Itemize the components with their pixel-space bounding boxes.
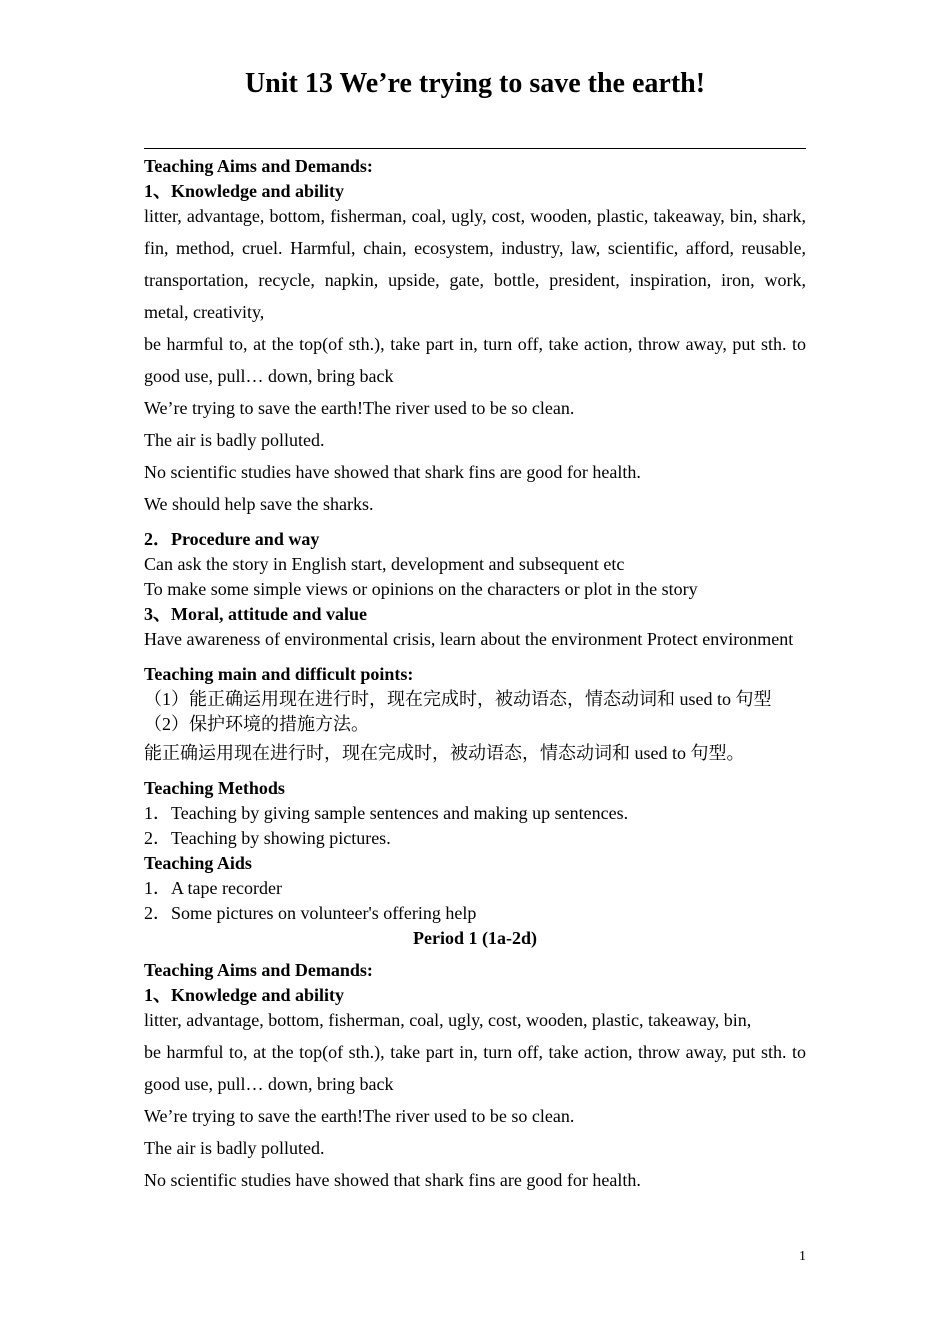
procedure-line-1: Can ask the story in English start, development and subsequent etc [144,554,625,574]
sentence-2: The air is badly polluted. [144,430,325,450]
procedure-line-2: To make some simple views or opinions on the characters or plot in the story [144,579,698,599]
point-summary: 能正确运用现在进行时，现在完成时，被动语态，情态动词和 used to 句型。 [144,743,745,763]
point-1: （1）能正确运用现在进行时，现在完成时，被动语态，情态动词和 used to 句型 [144,689,772,709]
method-2: 2．Teaching by showing pictures. [144,828,391,848]
period-phrases: be harmful to, at the top(of sth.), take part in, turn off, take action, throw away, put sth. to good use, pull… down, bring back [144,1042,806,1094]
aid-2: 2．Some pictures on volunteer's offering help [144,903,477,923]
moral-paragraph: Have awareness of environmental crisis, learn about the environment Protect environment [144,629,794,649]
period-knowledge-heading: 1、Knowledge and ability [144,985,345,1005]
procedure-heading: 2．Procedure and way [144,529,320,549]
document-title: Unit 13 We’re trying to save the earth! [244,68,706,99]
knowledge-heading: 1、Knowledge and ability [144,181,345,201]
vocabulary-paragraph: litter, advantage, bottom, fisherman, coal, ugly, cost, wooden, plastic, takeaway, bin, shark, fin, method, cruel. Harmful, chain, ecosystem, industry, law, scientific, afford, reusable, transportation, recycle, napkin, upside, gate, bottle, president, inspiration, iron, work, metal, creativity, [144,206,806,322]
period-vocabulary: litter, advantage, bottom, fisherman, coal, ugly, cost, wooden, plastic, takeaway, bin, [144,1010,752,1030]
sentence-3: No scientific studies have showed that shark fins are good for health. [144,462,641,482]
point-2: （2）保护环境的措施方法。 [144,714,369,734]
page-number: 1 [799,1249,806,1264]
period-sentence-2: The air is badly polluted. [144,1138,325,1158]
aims-heading: Teaching Aims and Demands: [144,156,373,176]
aids-heading: Teaching Aids [144,853,252,873]
period-sentence-1: We’re trying to save the earth!The river used to be so clean. [144,1106,575,1126]
sentence-1: We’re trying to save the earth!The river used to be so clean. [144,398,575,418]
sentence-4: We should help save the sharks. [144,494,374,514]
method-1: 1．Teaching by giving sample sentences and making up sentences. [144,803,629,823]
methods-heading: Teaching Methods [144,778,285,798]
phrases-paragraph: be harmful to, at the top(of sth.), take part in, turn off, take action, throw away, put sth. to good use, pull… down, bring back [144,334,806,386]
moral-heading: 3、Moral, attitude and value [144,604,367,624]
document-body [144,154,806,1196]
aid-1: 1．A tape recorder [144,878,282,898]
period-sentence-3: No scientific studies have showed that shark fins are good for health. [144,1170,641,1190]
header-rule [144,148,806,149]
points-heading: Teaching main and difficult points: [144,664,414,684]
period-aims-heading: Teaching Aims and Demands: [144,960,373,980]
period-title: Period 1 (1a-2d) [413,928,537,948]
